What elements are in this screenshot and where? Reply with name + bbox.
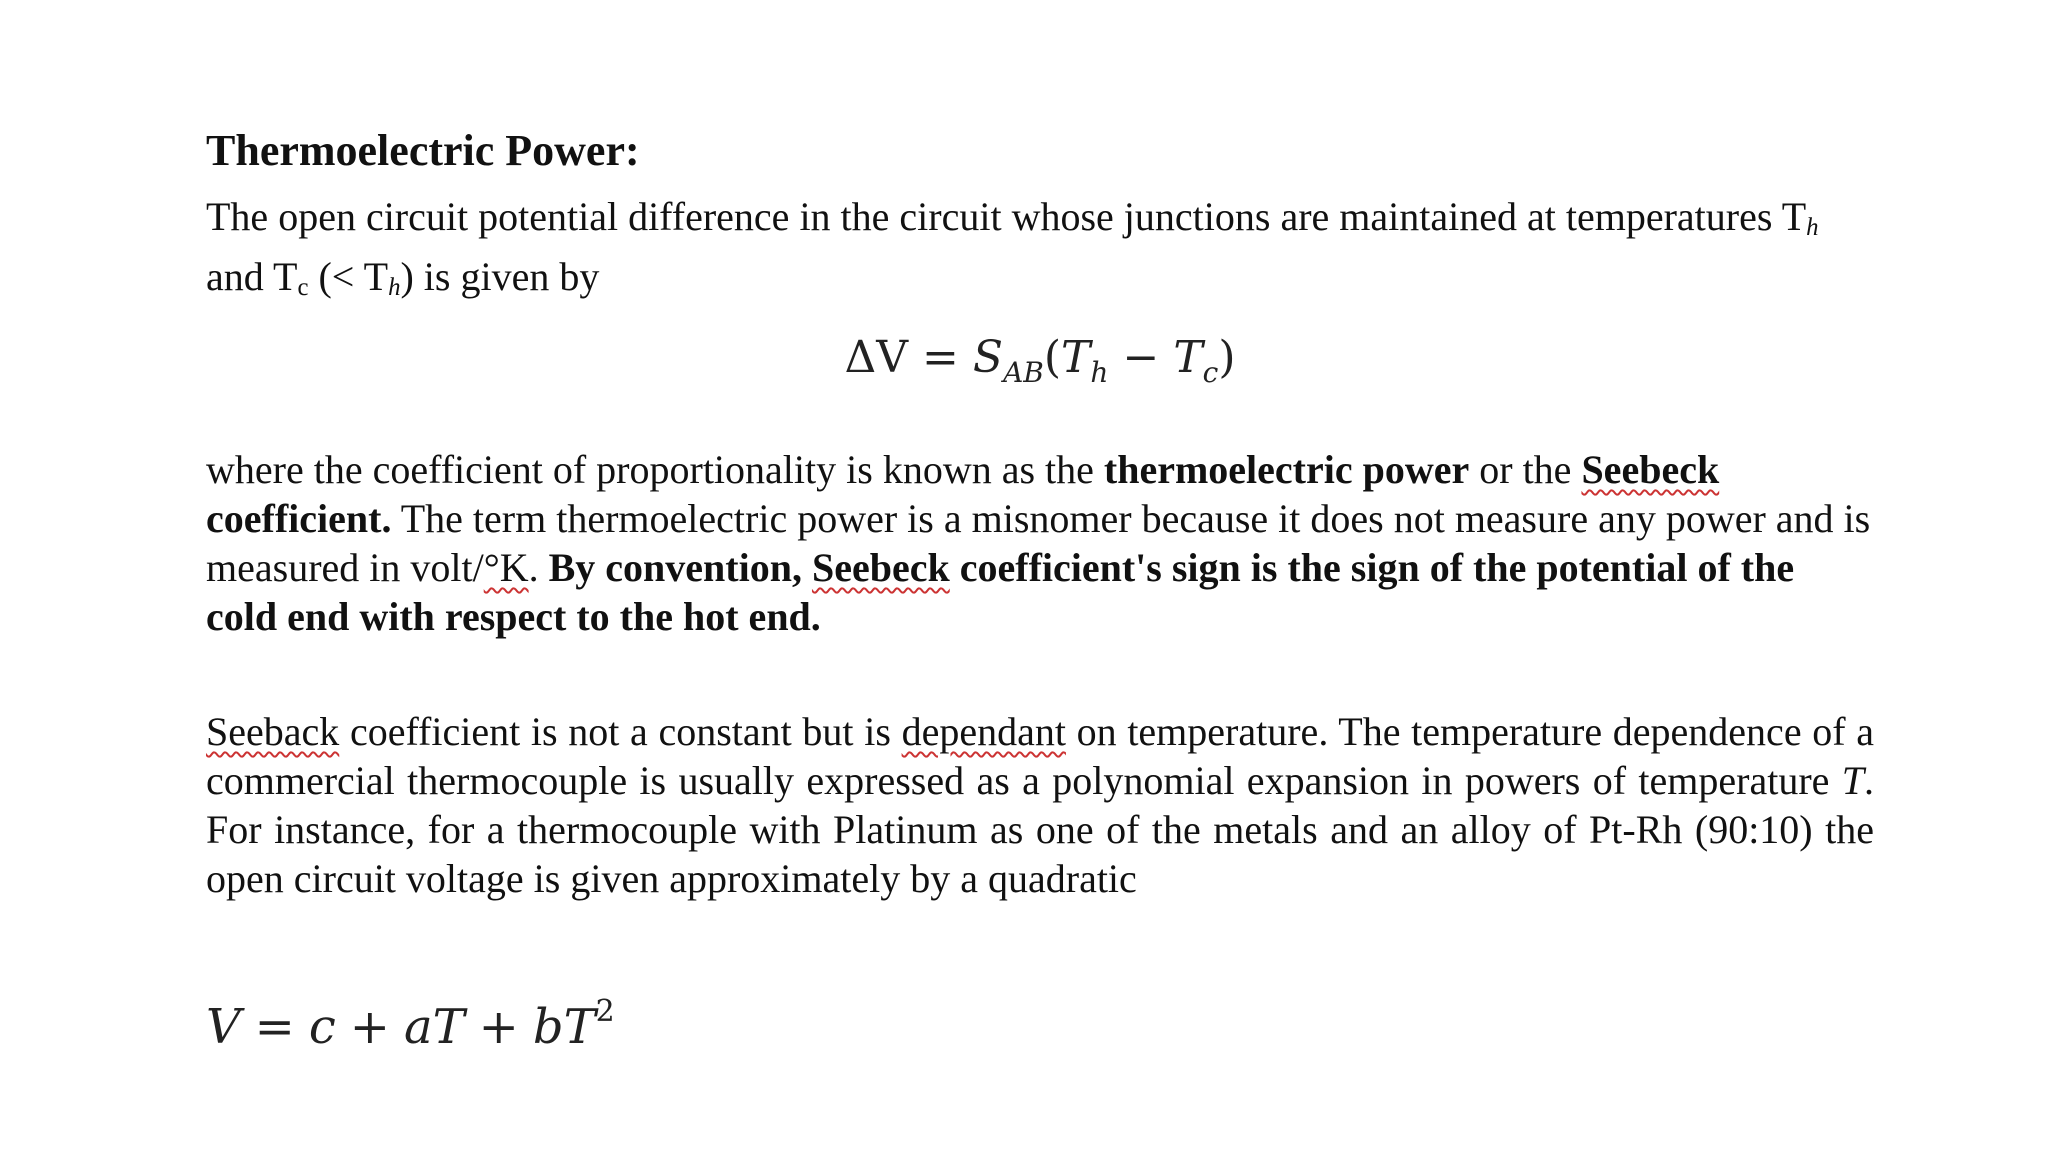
eq1-t1-sub: h — [1090, 355, 1109, 389]
eq1-equals: = — [922, 331, 959, 383]
intro-sub-h2: h — [388, 273, 401, 301]
intro-text-1: The open circuit potential difference in the circuit whose junctions are maintained at temperatures T — [206, 194, 1807, 239]
eq1-minus: − — [1122, 331, 1160, 383]
intro-text-2: and T — [206, 253, 298, 299]
def-text-4: . — [528, 544, 549, 590]
spacer — [206, 641, 1874, 707]
eq2-plus-2: + — [478, 998, 519, 1055]
intro-text-3: (< T — [308, 253, 389, 299]
def-text-1: where the coefficient of proportionality is known as the — [206, 446, 1104, 492]
eq2-lhs: V — [206, 998, 241, 1055]
eq1-lhs: ΔV — [844, 331, 909, 383]
eq1-open: ( — [1043, 331, 1062, 383]
spacer — [206, 903, 1874, 977]
intro-text-4: ) is given by — [400, 253, 600, 299]
dep-word-seeback: Seeback — [206, 708, 340, 754]
seebeck-equation — [206, 328, 1874, 403]
dep-t-italic: T — [1841, 757, 1864, 803]
quadratic-equation — [206, 977, 1874, 1062]
dep-text-1: coefficient is not a constant but is — [339, 708, 902, 754]
spacer — [206, 403, 1874, 445]
eq1-close: ) — [1218, 331, 1236, 383]
eq1-coef: S — [972, 331, 1004, 383]
intro-paragraph — [206, 192, 1874, 312]
section-heading: Thermoelectric Power: — [206, 126, 640, 175]
eq1-t2-sub: c — [1202, 355, 1219, 389]
def-bold-convention: By convention, — [548, 544, 812, 590]
def-text-3: The term thermoelectric power is a misnomer because it does not measure any power and is measured in volt/ — [206, 495, 1871, 590]
intro-sub-c: c — [297, 273, 309, 301]
def-bold-thermoelectric-power: thermoelectric power — [1103, 446, 1470, 492]
eq2-equals: = — [254, 998, 295, 1055]
def-unit: °K — [483, 544, 529, 590]
def-bold-seebeck: Seebeck — [1581, 446, 1720, 492]
eq2-exponent: 2 — [595, 993, 615, 1029]
eq1-t2: T — [1173, 331, 1203, 383]
eq1-t1: T — [1061, 331, 1091, 383]
definition-paragraph — [206, 445, 1874, 641]
def-bold-seebeck-2: Seebeck — [811, 544, 950, 590]
dep-text-3: . For instance, for a thermocouple with Platinum as one of the metals and an alloy of Pt-Rh (90:10) the open circuit voltage is given approximately by a quadratic — [206, 757, 1874, 901]
eq2-aT: aT — [404, 998, 465, 1055]
dependence-paragraph — [206, 707, 1874, 903]
eq1-coef-sub: AB — [1003, 355, 1044, 389]
def-bold-sign-rule: coefficient's sign is the sign of the potential of the cold end with respect to the hot end. — [206, 544, 1795, 639]
def-bold-coefficient: coefficient. — [206, 495, 392, 541]
intro-sub-h: h — [1806, 213, 1819, 241]
eq2-bT: bT — [532, 998, 596, 1055]
def-text-2: or the — [1469, 446, 1582, 492]
eq2-plus-1: + — [349, 998, 390, 1055]
eq2-c: c — [308, 998, 336, 1055]
document-content — [206, 118, 1874, 1062]
dep-text-2: on temperature. The temperature dependence of a commercial thermocouple is usually expressed as a polynomial expansion in powers of temperature — [206, 708, 1874, 803]
dep-word-dependant: dependant — [901, 708, 1066, 754]
